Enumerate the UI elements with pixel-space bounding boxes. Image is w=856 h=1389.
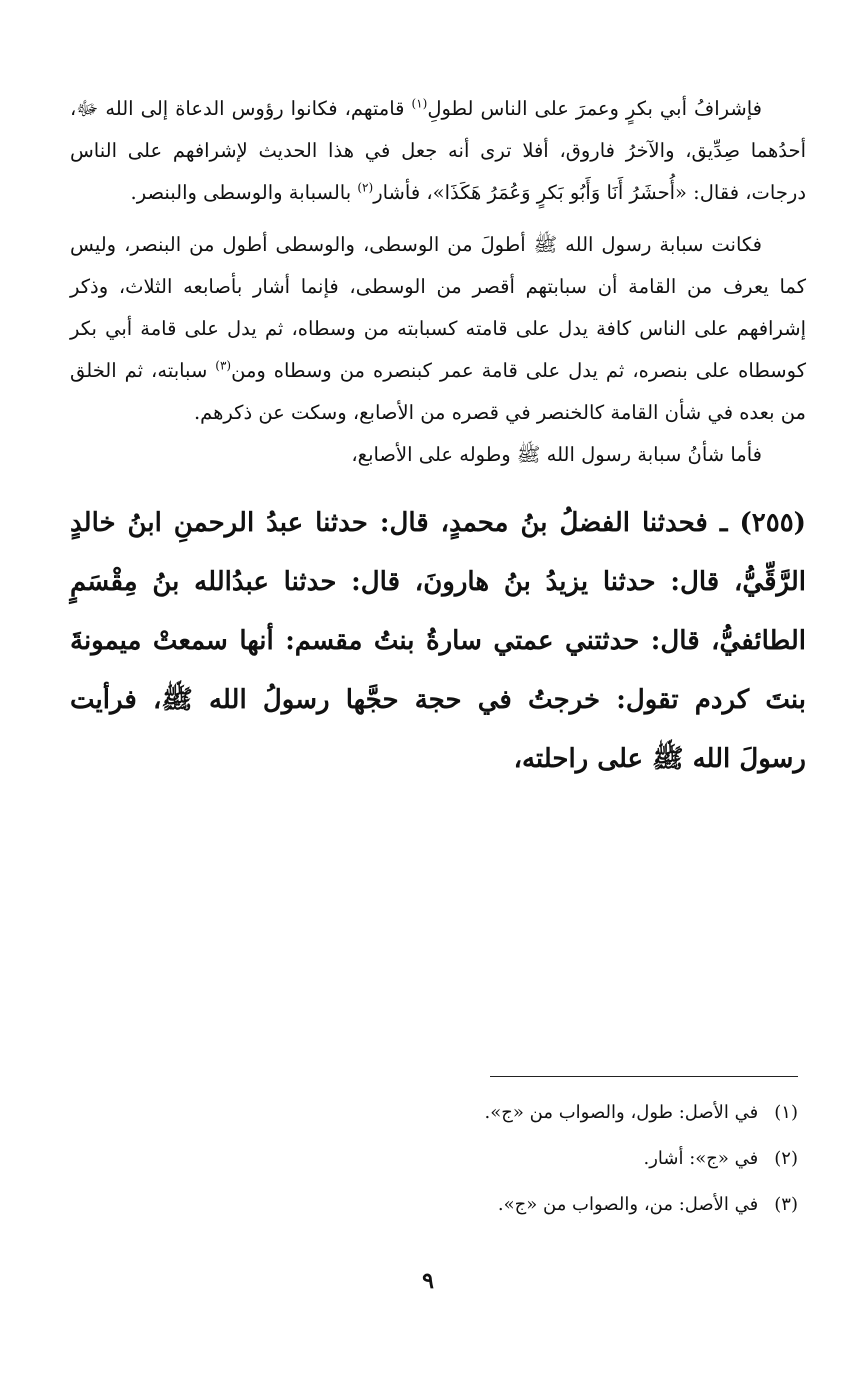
- footnotes: [68, 1090, 798, 1228]
- paragraph-2-text-b: سبابته، ثم الخلق من بعده في شأن القامة كالخنصر في قصره من الأصابع، وسكت عن ذكرهم.: [70, 359, 806, 424]
- paragraph-1: [70, 88, 806, 214]
- paragraph-1-text-a: فإشرافُ أبي بكرٍ وعمرَ على الناس لطولِ: [427, 97, 762, 120]
- footnote-3-text: في الأصل: من، والصواب من «ج».: [497, 1194, 759, 1215]
- paragraph-1-text-c: بالسبابة والوسطى والبنصر.: [130, 181, 358, 204]
- footnote-ref-3[interactable]: (٣): [215, 358, 232, 373]
- footnote-2-number: (٢): [774, 1148, 798, 1169]
- hadith-lead: فحدثنا: [641, 508, 708, 538]
- hadith-255: [70, 494, 806, 789]
- footnote-1: [68, 1090, 798, 1136]
- paragraph-2: [70, 224, 806, 434]
- footnote-1-number: (١): [774, 1102, 798, 1123]
- hadith-text: الفضلُ بنُ محمدٍ، قال: حدثنا عبدُ الرحمنِ ابنُ خالدٍ الرَّقِّيُّ، قال: حدثنا يزيدُ بنُ هارونَ، قال: حدثنا عبدُالله بنُ مِقْسَمٍ الطائفيُّ، قال: حدثتني عمتي سارةُ بنتُ مقسم: أنها سمعتْ ميمونةَ بنتَ كردم تقول: خرجتُ في حجة حجَّها رسولُ الله ﷺ، فرأيت رسولَ الله ﷺ على راحلته،: [70, 508, 806, 774]
- hadith-number: (٢٥٥): [739, 508, 806, 538]
- footnote-1-text: في الأصل: طول، والصواب من «ج».: [484, 1102, 759, 1123]
- footnote-separator: [490, 1076, 798, 1077]
- footnote-3: [68, 1182, 798, 1228]
- footnote-ref-2[interactable]: (٢): [357, 180, 374, 195]
- paragraph-1-text-b: قامتهم، فكانوا رؤوس الدعاة إلى الله ﷻ، أحدُهما صِدِّيق، والآخرُ فاروق، أفلا ترى أنه جعل في هذا الحديث لإشرافهم على الناس درجات، فقال: «أُحشَرُ أَنَا وَأَبُو بَكرٍ وَعُمَرُ هَكَذَا»، فأشار: [70, 97, 806, 204]
- paragraph-2-text-a: فكانت سبابة رسول الله ﷺ أطولَ من الوسطى، والوسطى أطول من البنصر، وليس كما يعرف من القامة أن سبابتهم أقصر من الوسطى، فإنما أشار بأصابعه الثلاث، وذكر إشرافهم على الناس كافة يدل على قامته كسبابته من وسطاه، ثم يدل على قامة أبي بكر كوسطاه على بنصره، ثم يدل على قامة عمر كبنصره من وسطاه ومن: [70, 233, 806, 382]
- page-number: ٩: [422, 1268, 434, 1294]
- paragraph-3: فأما شأنُ سبابة رسول الله ﷺ وطوله على الأصابع،: [351, 443, 762, 466]
- footnote-2-text: في «ج»: أشار.: [643, 1148, 759, 1169]
- footnote-ref-1[interactable]: (١): [411, 96, 428, 111]
- hadith-dash: ـ: [707, 508, 740, 538]
- footnote-2: [68, 1136, 798, 1182]
- footnote-3-number: (٣): [774, 1194, 798, 1215]
- page-body: [70, 88, 806, 789]
